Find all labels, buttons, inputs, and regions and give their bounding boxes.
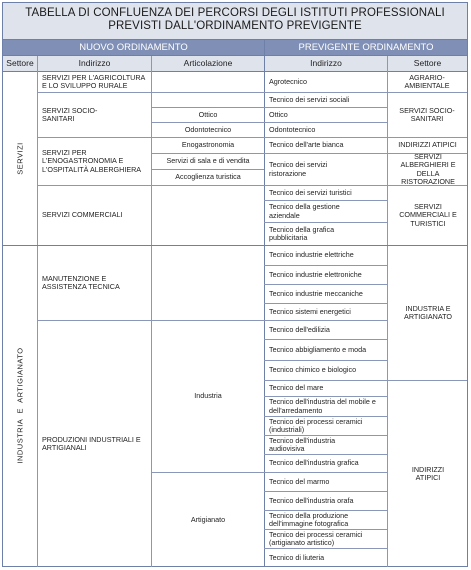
prev-settore-agrario: AGRARIO-AMBIENTALE [404,72,450,90]
prev-indirizzo: Tecnico dei processi ceramici (industriali) [269,416,363,434]
col-header-settore: Settore [3,56,37,71]
prev-indirizzo: Tecnico della grafica pubblicitaria [269,224,335,242]
col-header-indirizzo-prev: Indirizzo [265,56,387,71]
prev-indirizzo: Tecnico dell'industria audiovisiva [269,435,336,453]
table-title [3,3,467,40]
prev-indirizzo: Tecnico dell'edilizia [269,324,330,334]
articolazione-ottico: Ottico [198,109,218,119]
prev-indirizzo: Tecnico dell'arte bianca [269,140,344,150]
indirizzo-agricoltura: SERVIZI PER L'AGRICOLTURA E LO SVILUPPO RURALE [42,72,145,90]
prev-indirizzo: Tecnico di liuteria [269,552,325,562]
prev-settore-commerciali: SERVIZI COMMERCIALI E TURISTICI [399,201,457,228]
prev-indirizzo: Tecnico dei servizi sociali [269,94,350,104]
articolazione-industria: Industria [194,391,222,401]
articolazione-sala-vendita: Servizi di sala e di vendita [166,156,250,166]
indirizzo-produzioni: PRODUZIONI INDUSTRIALI E ARTIGIANALI [42,434,141,452]
confluence-table [2,2,468,567]
prev-indirizzo: Tecnico dell'industria orafa [269,495,354,505]
prev-settore-alberghieri: SERVIZI ALBERGHIERI E DELLA RISTORAZIONE [400,151,456,186]
articolazione-accoglienza: Accoglienza turistica [175,172,241,182]
prev-indirizzo: Tecnico industrie elettroniche [269,269,362,279]
prev-settore-atipici: INDIRIZZI ATIPICI [398,140,457,150]
articolazione-artigianato: Artigianato [190,514,226,524]
prev-indirizzo: Tecnico chimico e biologico [269,365,357,375]
indirizzo-socio-sanitari: SERVIZI SOCIO-SANITARI [42,105,98,123]
prev-settore-atipici-2: INDIRIZZI ATIPICI [411,464,445,482]
nuovo-ordinamento-header: NUOVO ORDINAMENTO [3,40,264,55]
prev-indirizzo: Tecnico della gestione aziendale [269,202,340,220]
prev-indirizzo: Tecnico industrie elettriche [269,250,354,260]
col-header-articolazione: Articolazione [152,56,264,71]
prev-indirizzo: Odontotecnico [269,124,316,134]
articolazione-enogastronomia: Enogastronomia [181,140,235,150]
grid-line [387,56,388,567]
indirizzo-enogastronomia: SERVIZI PER L'ENOGASTRONOMIA E L'OSPITALITÀ ALBERGHIERA [42,147,142,174]
col-header-indirizzo: Indirizzo [38,56,151,71]
indirizzo-commerciali: SERVIZI COMMERCIALI [42,210,123,220]
prev-indirizzo: Tecnico dell'industria del mobile e dell'arredamento [269,397,376,415]
prev-indirizzo: Ottico [269,109,288,119]
prev-indirizzo: Tecnico dei processi ceramici (artigianato artistico) [269,529,363,547]
prev-indirizzo: Tecnico industrie meccaniche [269,288,363,298]
prev-indirizzo: Tecnico del marmo [269,476,330,486]
prev-settore-socio: SERVIZI SOCIO-SANITARI [399,105,455,123]
prev-settore-industria: INDUSTRIA E ARTIGIANATO [404,303,452,321]
prev-indirizzo: Tecnico del mare [269,383,324,393]
grid-line [3,55,467,56]
prev-indirizzo: Tecnico dei servizi turistici [269,187,352,197]
indirizzo-manutenzione: MANUTENZIONE E ASSISTENZA TECNICA [42,273,120,291]
prev-indirizzo: Tecnico abbigliamento e moda [269,344,367,354]
articolazione-odontotecnico: Odontotecnico [184,124,232,134]
prev-indirizzo: Agrotecnico [269,76,307,86]
previgente-ordinamento-header: PREVIGENTE ORDINAMENTO [265,40,467,55]
prev-indirizzo: Tecnico della produzione dell'immagine fotografica [269,510,349,528]
settore-industria-artigianato: INDUSTRIA E ARTIGIANATO [15,347,25,464]
prev-indirizzo: Tecnico dei servizi ristorazione [269,160,328,178]
prev-indirizzo: Tecnico dell'industria grafica [269,458,359,468]
prev-indirizzo: Tecnico sistemi energetici [269,306,351,316]
col-header-settore-prev: Settore [388,56,467,71]
settore-servizi: SERVIZI [15,142,25,175]
title-line-2: PREVISTI DALL'ORDINAMENTO PREVIGENTE [108,20,362,32]
title-line-1: TABELLA DI CONFLUENZA DEI PERCORSI DEGLI ISTITUTI PROFESSIONALI [25,7,445,19]
